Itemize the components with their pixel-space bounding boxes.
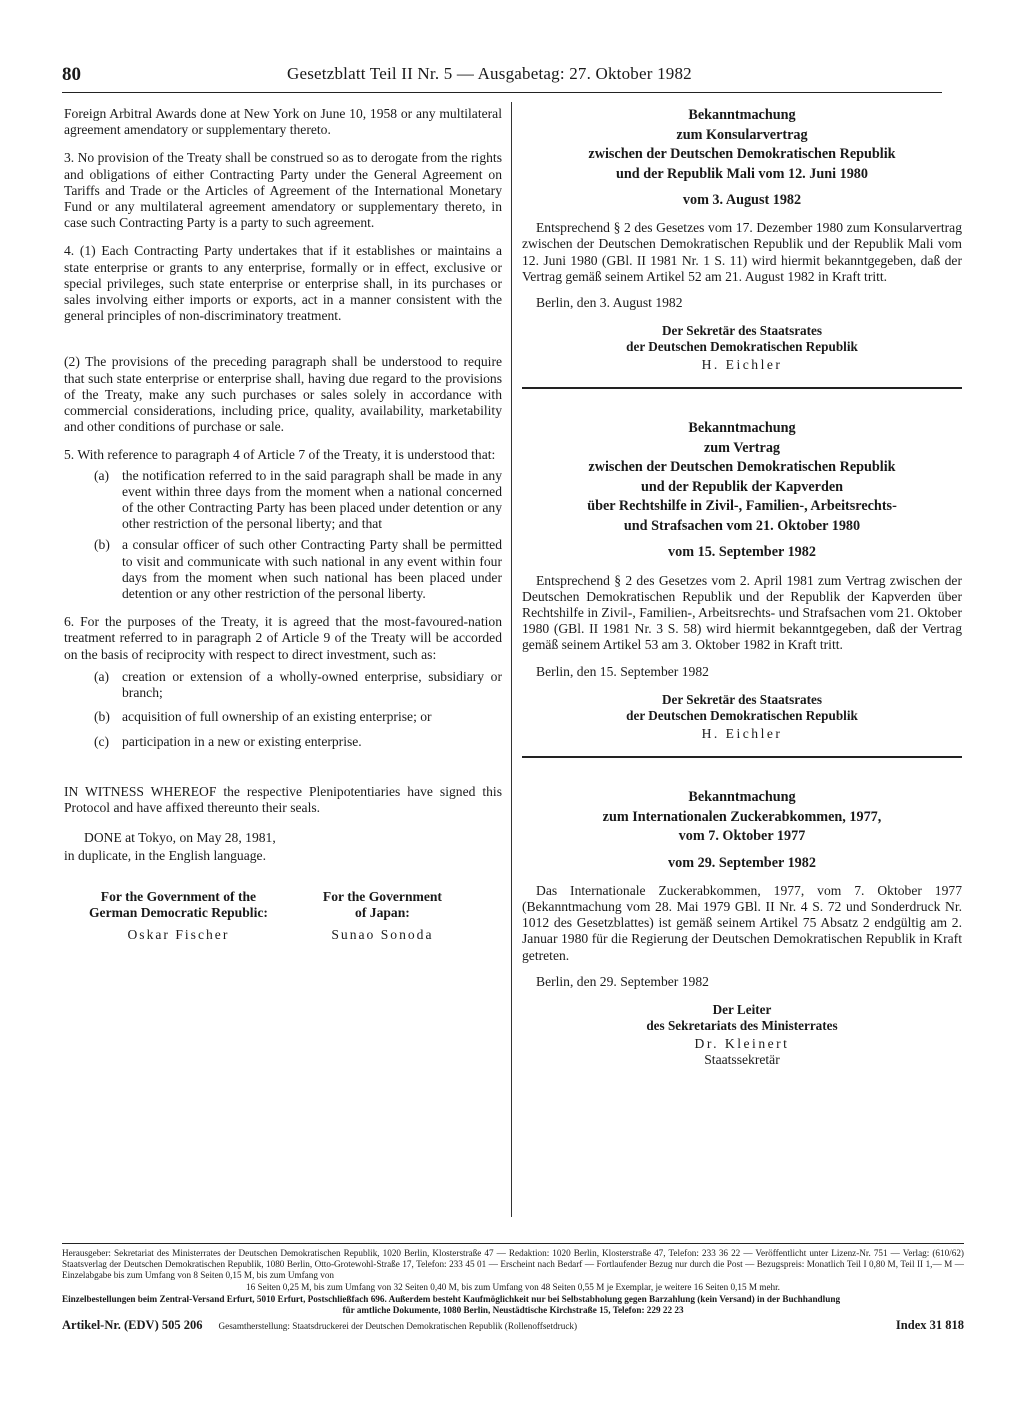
protocol-paragraph-3: 3. No provision of the Treaty shall be construed so as to derogate from the rights and obligations of either Contracting Party under the General Agreement on Tariffs and Trade or the Articles of Agreement of the International Monetary Fund or any multilateral agreement amendatory or supplementary thereto, in case such Contracting Party is a party to such agreement. <box>64 150 502 231</box>
list-item-text: creation or extension of a wholly-owned enterprise, subsidiary or branch; <box>122 668 502 701</box>
notice-signer <box>602 1002 882 1068</box>
list-item <box>94 669 502 701</box>
list-item-label: (b) <box>94 537 110 553</box>
signer-office-line: des Sekretariats des Ministerrates <box>646 1017 838 1033</box>
footer-bottom-line <box>62 1318 964 1333</box>
list-item <box>94 468 502 533</box>
notice-title-line: zum Internationalen Zuckerabkommen, 1977, <box>602 808 882 825</box>
protocol-paragraph-4-1: 4. (1) Each Contracting Party undertakes that if it establishes or maintains a state enterprise or grants to any enterprise, formally or in effect, exclusive or special privileges, such state enterprise or enterprise shall, in its purchases or sales involving either imports or exports, act in a manner consistent with the general principles of non-discriminatory treatment. <box>64 243 502 324</box>
index-number: Index 31 818 <box>895 1318 964 1332</box>
done-at-line: DONE at Tokyo, on May 28, 1981, <box>84 830 276 846</box>
notice-mali <box>522 106 962 373</box>
notice-sugar-agreement <box>522 788 962 1068</box>
signature-gdr <box>64 889 293 943</box>
imprint-publisher: Herausgeber: Sekretariat des Ministerrates der Deutschen Demokratischen Republik, 1020 Berlin, Klosterstraße 47 — Redaktion: 1020 Berlin, Klosterstraße 47, Telefon: 233 36 22 — Veröffentlicht unter Lizenz-Nr. 751 — Verlag: (610/62) Staatsverlag der Deutschen Demokratischen Republik, 1080 Berlin, Otto-Grotewohl-Straße 17, Telefon: 233 45 01 — Erscheint nach Bedarf — Fortlaufender Bezug nur durch die Post — Bezugspreis: Monatlich Teil I 0,80 M, Teil II 1,— M — Einzelabgabe bis zum Umfang von 8 Seiten 0,15 M, bis zum Umfang von <box>62 1248 964 1280</box>
notice-title-line: Bekanntmachung <box>688 420 796 437</box>
signature-japan <box>293 889 472 943</box>
protocol-paragraph-6: 6. For the purposes of the Treaty, it is agreed that the most-favoured-nation treatment referred to in paragraph 2 of Article 9 of the Treaty will be accorded on the basis of reciprocity with respect to direct investment, such as: <box>64 614 502 662</box>
signer-office-line: Der Leiter <box>712 1001 772 1017</box>
duplicate-line: in duplicate, in the English language. <box>64 848 266 864</box>
notice-signer <box>602 692 882 742</box>
notice-date: vom 29. September 1982 <box>668 854 816 871</box>
notice-divider <box>522 387 962 389</box>
notice-place-date: Berlin, den 15. September 1982 <box>536 663 709 679</box>
notice-title-line: zwischen der Deutschen Demokratischen Republik <box>588 146 896 162</box>
page-number: 80 <box>62 64 81 85</box>
list-item-text: the notification referred to in the said paragraph shall be made in any event within three days from the moment when a national concerned of the other Contracting Party has been placed under detention or any other restriction of the personal liberty; and that <box>122 467 502 532</box>
signer-name: H. Eichler <box>701 357 783 373</box>
list-item-label: (b) <box>94 709 110 725</box>
notice-title-line: zum Vertrag <box>703 439 781 456</box>
notice-body: Entsprechend § 2 des Gesetzes vom 17. Dezember 1980 zum Konsularvertrag zwischen der Deutschen Demokratischen Republik und der Republik Mali vom 12. Juni 1980 (GBl. II 1981 Nr. 1 S. 11) wird hiermit bekanntgegeben, daß der Vertrag gemäß seinem Artikel 52 am 21. August 1982 in Kraft tritt. <box>522 220 962 284</box>
paragraph-6-list <box>64 669 502 750</box>
witness-clause: IN WITNESS WHEREOF the respective Plenipotentiaries have signed this Protocol and have affixed thereunto their seals. <box>64 783 502 815</box>
signature-gdr-line1: For the Government of the <box>100 888 257 904</box>
running-title: Gesetzblatt Teil II Nr. 5 — Ausgabetag: 27. Oktober 1982 <box>287 64 692 83</box>
signature-gdr-line2: German Democratic Republic: <box>88 904 268 920</box>
list-item-label: (c) <box>94 733 110 749</box>
notice-divider <box>522 756 962 758</box>
signer-office-line: der Deutschen Demokratischen Republik <box>626 707 858 723</box>
list-item-text: acquisition of full ownership of an existing enterprise; or <box>122 709 432 725</box>
signature-japan-line1: For the Government <box>322 888 442 904</box>
signer-office-line: der Deutschen Demokratischen Republik <box>626 339 858 355</box>
list-item-text: a consular officer of such other Contracting Party shall be permitted to visit and communicate with such national in any event within four days from the moment when such national has been placed under detention or any other restriction of the personal liberty. <box>122 537 502 602</box>
signer-name: H. Eichler <box>701 725 783 741</box>
notice-cape-verde <box>522 419 962 742</box>
list-item-label: (a) <box>94 668 110 684</box>
notice-title-line: vom 7. Oktober 1977 <box>678 828 806 845</box>
article-number: Artikel-Nr. (EDV) 505 206 <box>62 1318 203 1332</box>
notice-title-line: zum Konsularvertrag <box>676 126 808 143</box>
signer-office-line: Der Sekretär des Staatsrates <box>661 691 823 707</box>
signer-position: Staatssekretär <box>704 1052 780 1068</box>
signature-block <box>64 889 502 943</box>
list-item <box>94 709 502 725</box>
notice-title-line: Bekanntmachung <box>688 107 796 123</box>
protocol-intro: Foreign Arbitral Awards done at New York on June 10, 1958 or any multilateral agreement amendatory or supplementary thereto. <box>64 106 502 138</box>
notice-place-date: Berlin, den 3. August 1982 <box>536 295 683 311</box>
notice-title-line: und der Republik der Kapverden <box>640 478 844 495</box>
notice-body: Entsprechend § 2 des Gesetzes vom 2. April 1981 zum Vertrag zwischen der Deutschen Demokratischen Republik und der Republik der Kapverden über Rechtshilfe in Zivil-, Familien-, Arbeitsrechts- und Strafsachen vom 21. Oktober 1980 (GBl. II 1981 Nr. 3 S. 58) wird hiermit bekanntgegeben, daß der Vertrag gemäß seinem Artikel 53 am 3. Oktober 1982 in Kraft tritt. <box>522 572 962 653</box>
signatory-japan-name: Sunao Sonoda <box>331 926 434 942</box>
notice-body: Das Internationale Zuckerabkommen, 1977, vom 7. Oktober 1977 (Bekanntmachung vom 28. Mai 1979 GBl. II Nr. 4 S. 72 und Sonderdruck Nr. 1012 des Gesetzblattes) ist gemäß seinem Artikel 75 Absatz 2 endgültig am 2. Januar 1980 für die Regierung der Deutschen Demokratischen Republik in Kraft getreten. <box>522 882 962 963</box>
footer-rule <box>62 1243 964 1244</box>
notice-title-line: Bekanntmachung <box>688 789 796 806</box>
protocol-paragraph-5: 5. With reference to paragraph 4 of Article 7 of the Treaty, it is understood that: <box>64 447 496 463</box>
list-item-text: participation in a new or existing enterprise. <box>122 733 362 749</box>
imprint-footer <box>62 1243 964 1333</box>
column-divider <box>511 102 512 1217</box>
paragraph-5-list <box>64 468 502 603</box>
notice-date: vom 3. August 1982 <box>682 192 802 208</box>
imprint-prices: 16 Seiten 0,25 M, bis zum Umfang von 32 Seiten 0,40 M, bis zum Umfang von 48 Seiten 0,55 M je Exemplar, je weitere 16 Seiten 0,15 M mehr. <box>246 1282 780 1292</box>
signatory-gdr-name: Oskar Fischer <box>127 926 230 942</box>
notice-title-line: über Rechtshilfe in Zivil-, Familien-, Arbeitsrechts- <box>587 498 897 515</box>
notice-signer <box>602 323 882 373</box>
signature-japan-line2: of Japan: <box>355 904 410 920</box>
list-item-label: (a) <box>94 467 110 483</box>
notice-title-line: und der Republik Mali vom 12. Juni 1980 <box>615 165 868 182</box>
printer-credit: Gesamtherstellung: Staatsdruckerei der Deutschen Demokratischen Republik (Rollenoffsetdruck) <box>218 1321 578 1331</box>
notice-place-date: Berlin, den 29. September 1982 <box>536 973 709 989</box>
header-rule <box>62 92 942 93</box>
list-item <box>94 537 502 602</box>
notice-date: vom 15. September 1982 <box>668 544 816 561</box>
left-column <box>64 106 502 943</box>
right-column <box>522 106 962 1068</box>
protocol-paragraph-4-2: (2) The provisions of the preceding paragraph shall be understood to require that such state enterprise or enterprise shall, having due regard to the provisions of the Treaty, make any such purchases or sales solely in accordance with commercial considerations, including price, quality, availability, marketability and other conditions of purchase or sale. <box>64 354 502 435</box>
notice-title-line: zwischen der Deutschen Demokratischen Republik <box>588 459 896 476</box>
imprint-bookshop: für amtliche Dokumente, 1080 Berlin, Neustädtische Kirchstraße 15, Telefon: 229 22 23 <box>342 1305 684 1315</box>
signer-name: Dr. Kleinert <box>694 1035 790 1051</box>
list-item <box>94 734 502 750</box>
imprint-orders: Einzelbestellungen beim Zentral-Versand Erfurt, 5010 Erfurt, Postschließfach 696. Außerdem besteht Kaufmöglichkeit nur bei Selbstabholung gegen Barzahlung (kein Versand) in der Buchhandlung <box>62 1294 841 1304</box>
signer-office-line: Der Sekretär des Staatsrates <box>661 323 823 339</box>
page-header <box>62 64 962 90</box>
notice-title-line: und Strafsachen vom 21. Oktober 1980 <box>623 517 861 534</box>
